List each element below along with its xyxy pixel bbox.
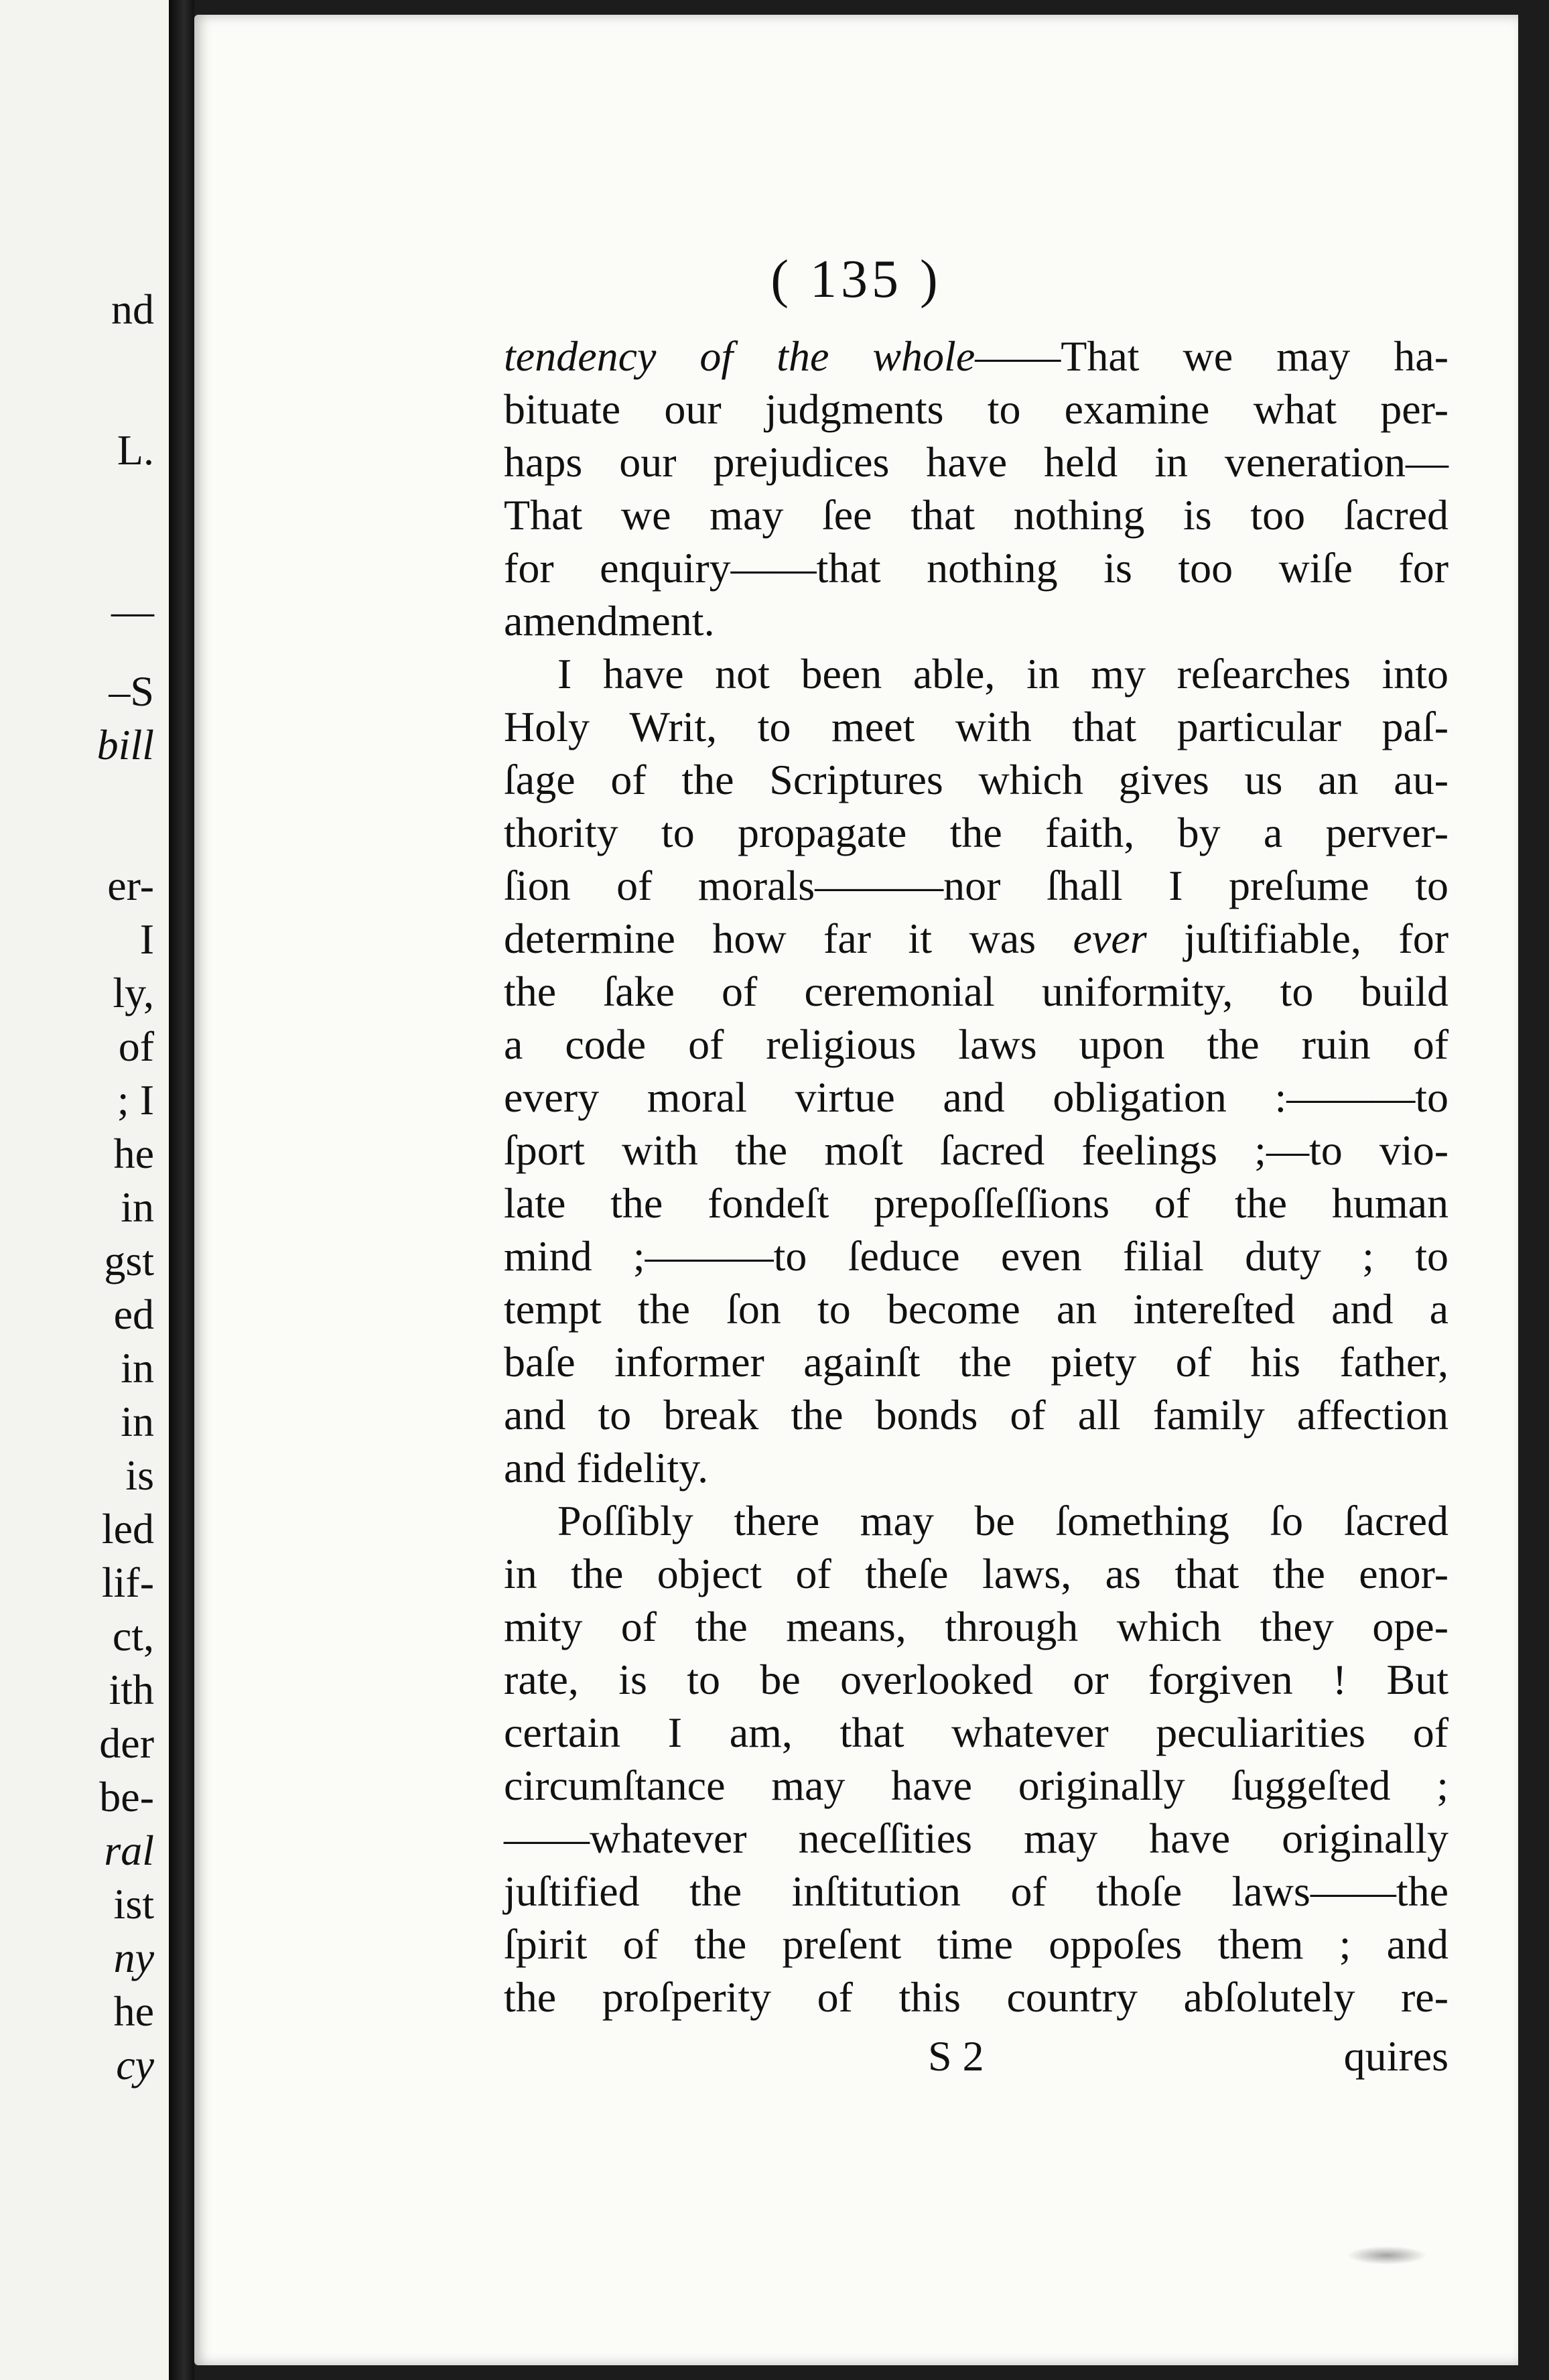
facing-page-text: ly, <box>113 969 154 1016</box>
text-segment: determine how far it was <box>504 915 1073 962</box>
text-line <box>504 541 1449 594</box>
text-segment: That we may ſee that nothing is too ſacred <box>504 491 1449 539</box>
facing-page-text: is <box>125 1451 154 1499</box>
facing-page-text: bill <box>96 721 154 769</box>
text-line <box>504 330 1449 383</box>
text-line <box>504 1918 1449 1971</box>
italic-text: ever <box>1073 915 1147 962</box>
text-segment: juſtifiable, for <box>1146 915 1449 962</box>
facing-page-text: ist <box>113 1880 154 1928</box>
text-segment: ——That we may ha- <box>975 332 1449 380</box>
facing-page-text: ct, <box>112 1612 154 1660</box>
facing-page-text: be- <box>99 1773 154 1821</box>
text-line <box>504 383 1449 436</box>
ink-smudge <box>1347 2246 1427 2265</box>
text-segment: ——whatever neceſſities may have originally <box>504 1814 1449 1862</box>
text-line <box>504 1018 1449 1071</box>
text-line <box>504 1071 1449 1124</box>
catchword: quires <box>1343 2032 1449 2080</box>
text-line <box>504 912 1449 965</box>
text-segment: in the object of theſe laws, as that the enor- <box>504 1550 1449 1597</box>
facing-page-text: in <box>121 1398 154 1445</box>
text-segment: bituate our judgments to examine what per- <box>504 385 1449 433</box>
text-line <box>504 1177 1449 1230</box>
text-segment: and to break the bonds of all family affection <box>504 1391 1449 1439</box>
text-line <box>504 859 1449 912</box>
text-line <box>504 1971 1449 2024</box>
text-segment: Holy Writ, to meet with that particular paſ- <box>504 703 1449 750</box>
facing-page-text: ith <box>109 1666 154 1713</box>
facing-page-text: in <box>121 1344 154 1392</box>
text-segment: every moral virtue and obligation :———to <box>504 1073 1449 1121</box>
text-line <box>504 1812 1449 1865</box>
text-segment: haps our prejudices have held in veneration— <box>504 438 1449 486</box>
text-segment: mity of the means, through which they ope- <box>504 1603 1449 1650</box>
text-segment: the ſake of ceremonial uniformity, to build <box>504 968 1449 1015</box>
text-line <box>504 753 1449 806</box>
facing-page-text: of <box>118 1022 154 1070</box>
facing-page-text: –S <box>109 667 154 715</box>
text-segment: ſport with the moſt ſacred feelings ;—to vio- <box>504 1126 1449 1174</box>
text-segment: baſe informer againſt the piety of his father, <box>504 1338 1449 1386</box>
text-line <box>504 1335 1449 1388</box>
signature-mark: S 2 <box>928 2032 984 2080</box>
book-page <box>194 15 1518 2365</box>
facing-page-text: he <box>113 1987 154 2035</box>
text-line <box>504 1282 1449 1335</box>
text-line <box>504 1230 1449 1282</box>
facing-page-text: I <box>139 915 154 963</box>
text-line <box>504 965 1449 1018</box>
facing-page-text: ral <box>104 1827 154 1874</box>
facing-page-text: — <box>111 587 154 635</box>
facing-page-text: in <box>121 1183 154 1231</box>
facing-page-text: L. <box>117 426 154 474</box>
facing-page-text: er- <box>107 862 154 909</box>
text-segment: and fidelity. <box>504 1444 709 1492</box>
text-segment: juſtified the inſtitution of thoſe laws——the <box>504 1867 1449 1915</box>
text-segment: I have not been able, in my reſearches into <box>557 650 1449 698</box>
text-line <box>504 1653 1449 1706</box>
page-number-header: ( 135 ) <box>770 250 942 309</box>
facing-page-text: he <box>113 1130 154 1177</box>
text-segment: a code of religious laws upon the ruin of <box>504 1020 1449 1068</box>
facing-page-text: nd <box>111 285 154 333</box>
text-line <box>504 1388 1449 1441</box>
text-line <box>504 806 1449 859</box>
text-line <box>504 1865 1449 1918</box>
book-gutter <box>169 0 194 2380</box>
text-segment: ſion of morals———nor ſhall I preſume to <box>504 862 1449 909</box>
text-segment: certain I am, that whatever peculiarities of <box>504 1709 1449 1756</box>
text-segment: circumſtance may have originally ſuggeſted ; <box>504 1762 1449 1809</box>
text-line <box>504 647 1449 700</box>
text-segment: for enquiry——that nothing is too wiſe for <box>504 544 1449 592</box>
text-line <box>504 1494 1449 1547</box>
text-line <box>504 436 1449 488</box>
text-segment: thority to propagate the faith, by a perver- <box>504 809 1449 856</box>
text-line <box>504 594 1449 647</box>
facing-page-text: lif- <box>101 1559 154 1606</box>
text-segment: ſpirit of the preſent time oppoſes them ; and <box>504 1920 1449 1968</box>
text-line <box>504 1600 1449 1653</box>
text-segment: tempt the ſon to become an intereſted and a <box>504 1285 1449 1333</box>
facing-page-text: ed <box>113 1291 154 1338</box>
body-text <box>504 330 1449 2024</box>
text-line <box>504 1124 1449 1177</box>
facing-page-fragment <box>0 0 169 2380</box>
facing-page-text: ; I <box>117 1076 154 1124</box>
text-segment: amendment. <box>504 597 715 645</box>
text-segment: rate, is to be overlooked or forgiven ! But <box>504 1656 1449 1703</box>
text-line <box>504 1759 1449 1812</box>
text-segment: mind ;———to ſeduce even filial duty ; to <box>504 1232 1449 1280</box>
text-line <box>504 700 1449 753</box>
italic-text: tendency of the whole <box>504 332 975 380</box>
text-segment: the proſperity of this country abſolutely re- <box>504 1973 1449 2021</box>
text-line <box>504 488 1449 541</box>
facing-page-text: cy <box>116 2041 154 2089</box>
text-segment: Poſſibly there may be ſomething ſo ſacred <box>557 1497 1449 1544</box>
facing-page-text: led <box>101 1505 154 1552</box>
text-line <box>504 1441 1449 1494</box>
facing-page-text: der <box>99 1719 154 1767</box>
text-line <box>504 1706 1449 1759</box>
text-segment: late the fondeſt prepoſſeſſions of the human <box>504 1179 1449 1227</box>
text-segment: ſage of the Scriptures which gives us an au- <box>504 756 1449 803</box>
text-line <box>504 1547 1449 1600</box>
facing-page-text: gst <box>104 1237 154 1284</box>
facing-page-text: ny <box>113 1934 154 1981</box>
